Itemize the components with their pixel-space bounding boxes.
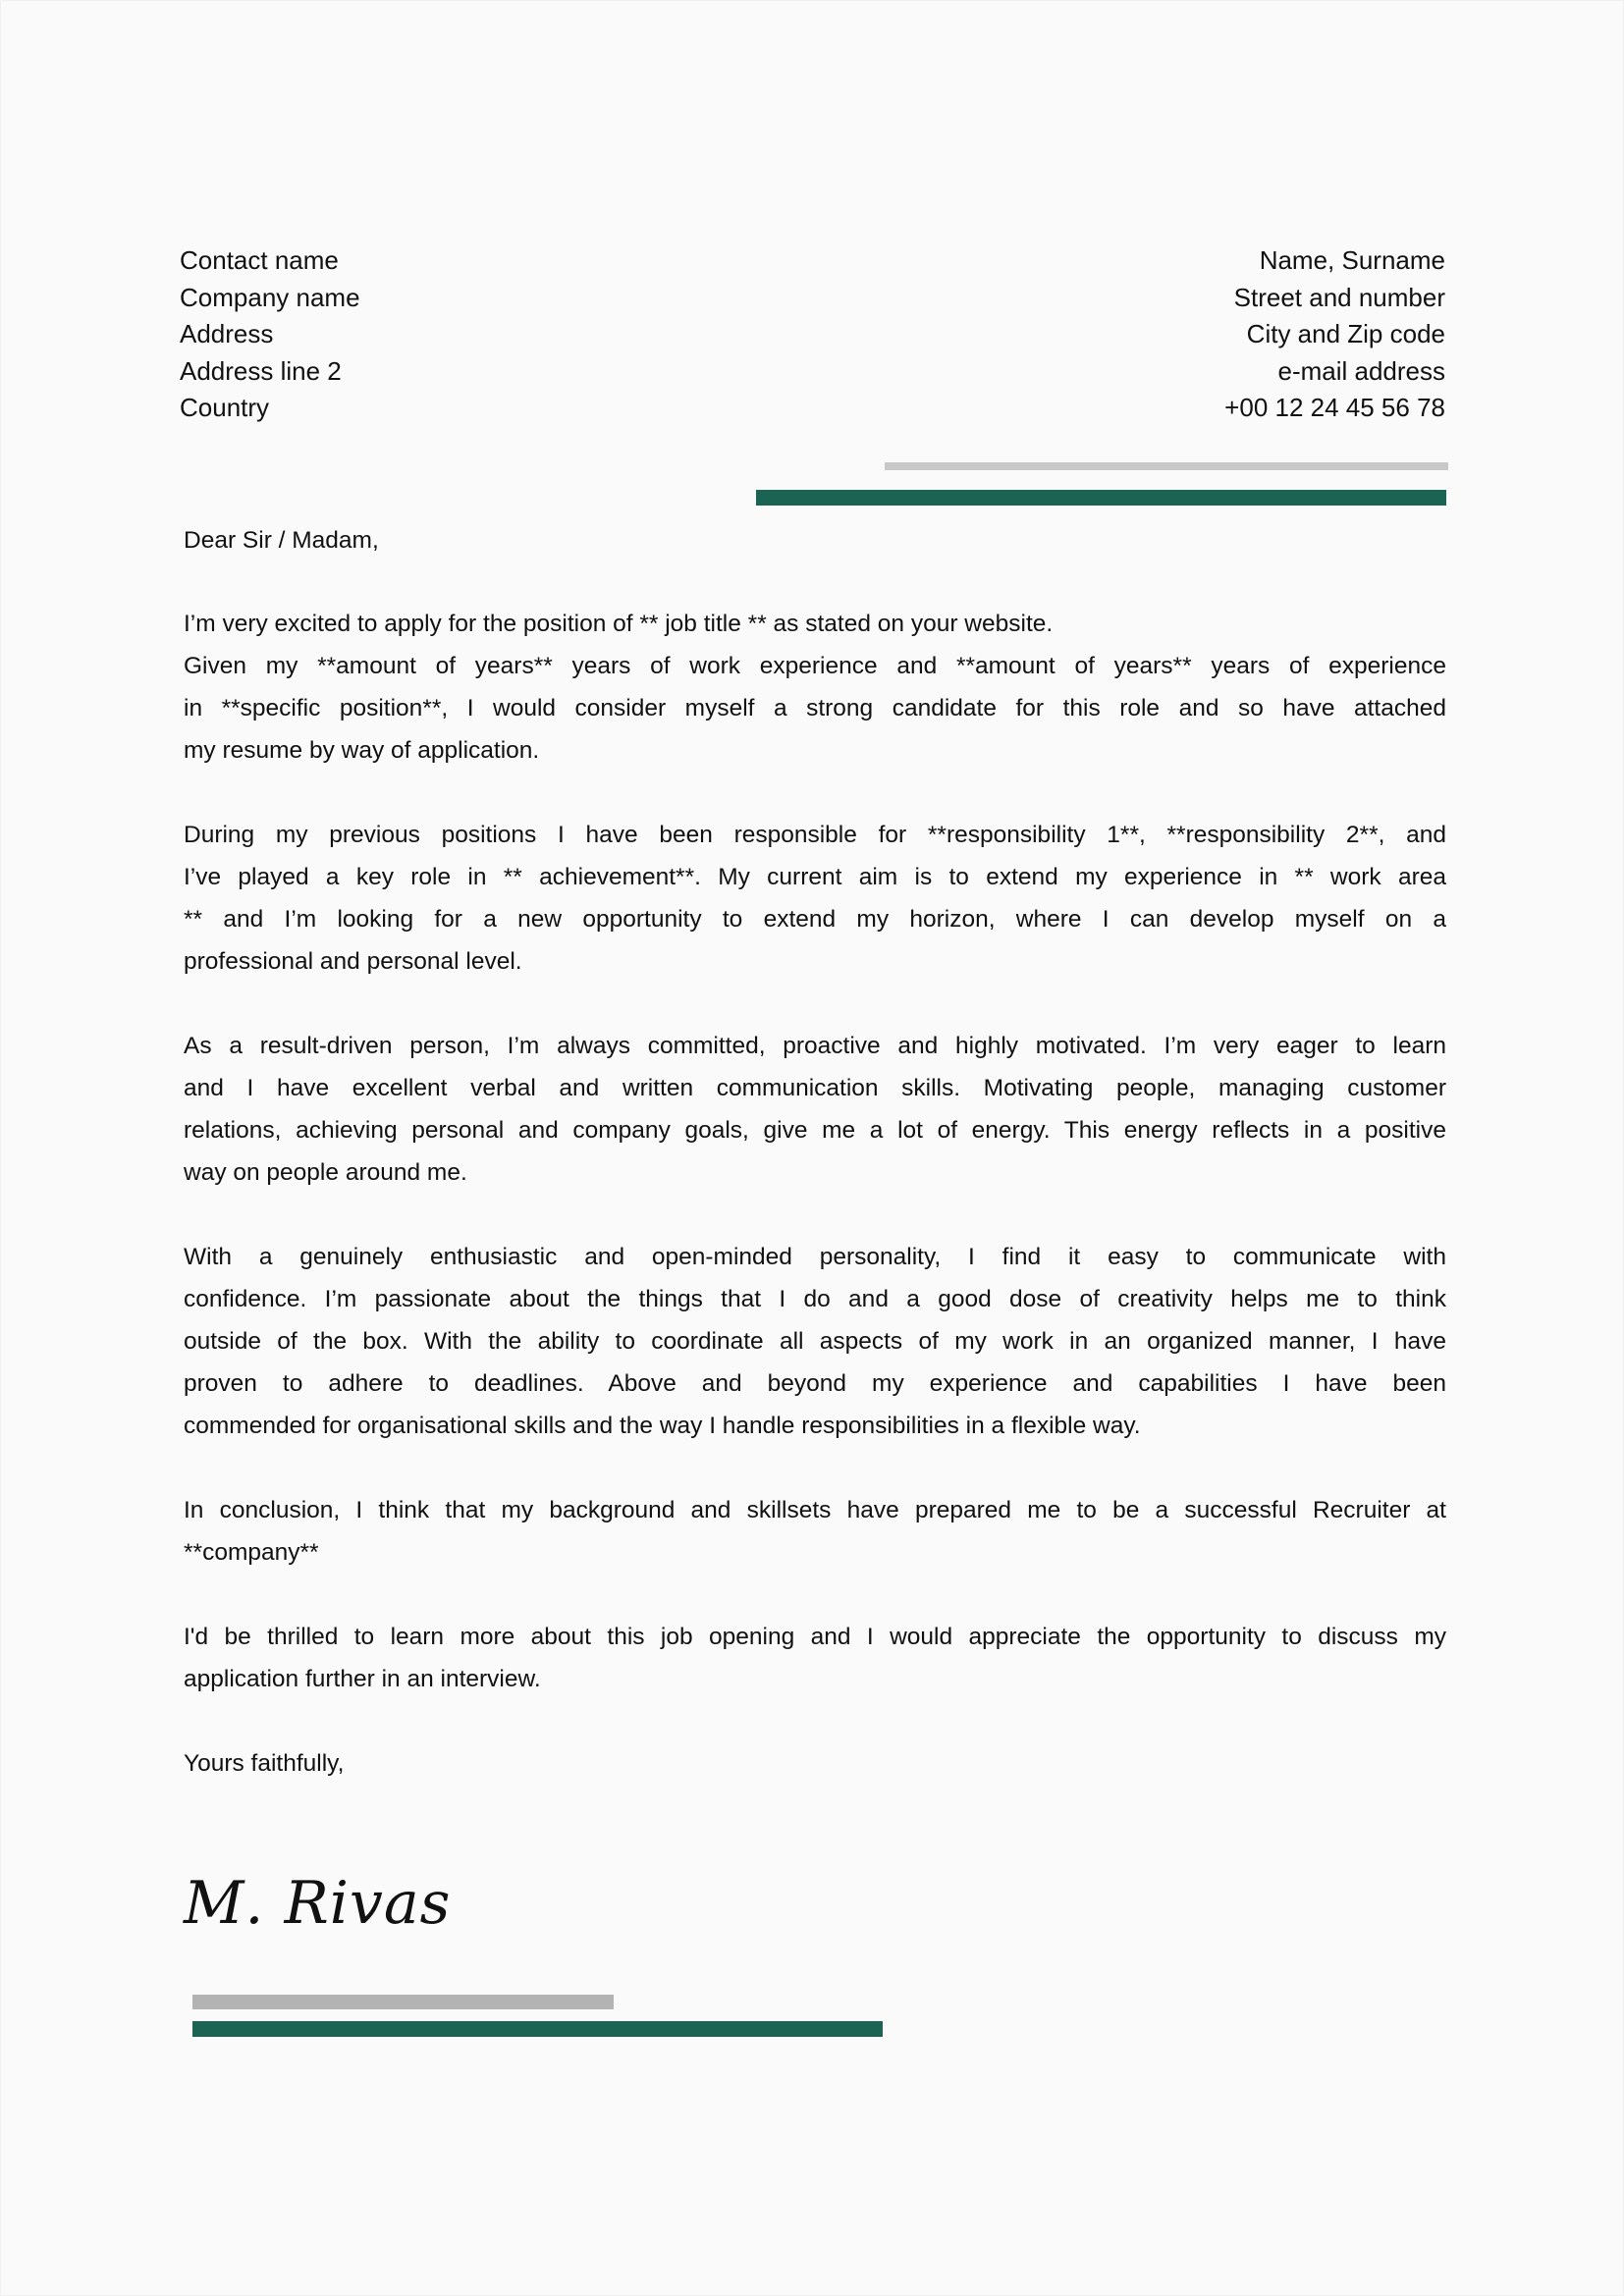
paragraph-3 (184, 1025, 1446, 1194)
paragraph-line: professional and personal level. (184, 948, 522, 975)
sender-phone: +00 12 24 45 56 78 (1224, 393, 1445, 422)
paragraph-line: relations, achieving personal and company goals, give me a lot of energy. This energy reflects in a positive (184, 1117, 1446, 1144)
recipient-contact-name: Contact name (180, 245, 339, 275)
paragraph-line: outside of the box. With the ability to coordinate all aspects of my work in an organized manner, I have (184, 1328, 1446, 1355)
paragraph-line: application further in an interview. (184, 1666, 541, 1692)
recipient-company-name: Company name (180, 282, 360, 312)
signature: M. Rivas (184, 1869, 452, 1938)
paragraph-line: During my previous positions I have been responsible for **responsibility 1**, **responsibility 2**, and (184, 822, 1446, 848)
paragraph-line: proven to adhere to deadlines. Above and beyond my experience and capabilities I have been (184, 1370, 1446, 1397)
paragraph-2 (184, 814, 1446, 983)
paragraph-line: In conclusion, I think that my background and skillsets have prepared me to be a successful Recruiter at (184, 1497, 1446, 1523)
sender-email: e-mail address (1277, 355, 1445, 386)
recipient-country: Country (180, 393, 270, 422)
greeting (184, 519, 1446, 561)
closing (184, 1742, 1446, 1785)
sender-street: Street and number (1233, 282, 1445, 312)
sender-address-block (983, 242, 1445, 427)
sender-city-zip: City and Zip code (1246, 319, 1445, 348)
paragraph-5 (184, 1489, 1446, 1574)
sender-name: Name, Surname (1259, 245, 1445, 275)
recipient-address-line-2: Address line 2 (180, 355, 342, 386)
paragraph-4 (184, 1236, 1446, 1447)
paragraph-line: With a genuinely enthusiastic and open-minded personality, I find it easy to communicate with (184, 1244, 1446, 1270)
paragraph-line: Given my **amount of years** years of work experience and **amount of years** years of experience (184, 653, 1446, 679)
paragraph-line: As a result-driven person, I’m always committed, proactive and highly motivated. I’m very eager to learn (184, 1033, 1446, 1059)
recipient-address-block (180, 242, 360, 427)
paragraph-line: **company** (184, 1539, 319, 1566)
paragraph-6 (184, 1616, 1446, 1700)
paragraph-line: I'd be thrilled to learn more about this job opening and I would appreciate the opportunity to discuss my (184, 1624, 1446, 1650)
paragraph-line: confidence. I’m passionate about the things that I do and a good dose of creativity helps me to think (184, 1286, 1446, 1312)
header-divider-green (756, 490, 1446, 506)
paragraph-line: commended for organisational skills and the way I handle responsibilities in a flexible way. (184, 1413, 1141, 1439)
paragraph-line: my resume by way of application. (184, 737, 540, 764)
paragraph-line: and I have excellent verbal and written communication skills. Motivating people, managing customer (184, 1075, 1446, 1101)
paragraph-line: I’m very excited to apply for the position of ** job title ** as stated on your website. (184, 611, 1054, 637)
greeting-text: Dear Sir / Madam, (184, 527, 379, 554)
paragraph-line: in **specific position**, I would consider myself a strong candidate for this role and so have attached (184, 695, 1446, 721)
closing-text: Yours faithfully, (184, 1750, 345, 1777)
recipient-address: Address (180, 319, 274, 348)
paragraph-line: way on people around me. (184, 1159, 467, 1186)
paragraph-1 (184, 603, 1446, 772)
footer-divider-green (192, 2021, 883, 2037)
paragraph-line: ** and I’m looking for a new opportunity to extend my horizon, where I can develop myself on a (184, 906, 1446, 933)
paragraph-line: I’ve played a key role in ** achievement**. My current aim is to extend my experience in ** work area (184, 864, 1446, 890)
header-divider-gray (885, 462, 1448, 470)
footer-divider-gray (192, 1995, 614, 2009)
